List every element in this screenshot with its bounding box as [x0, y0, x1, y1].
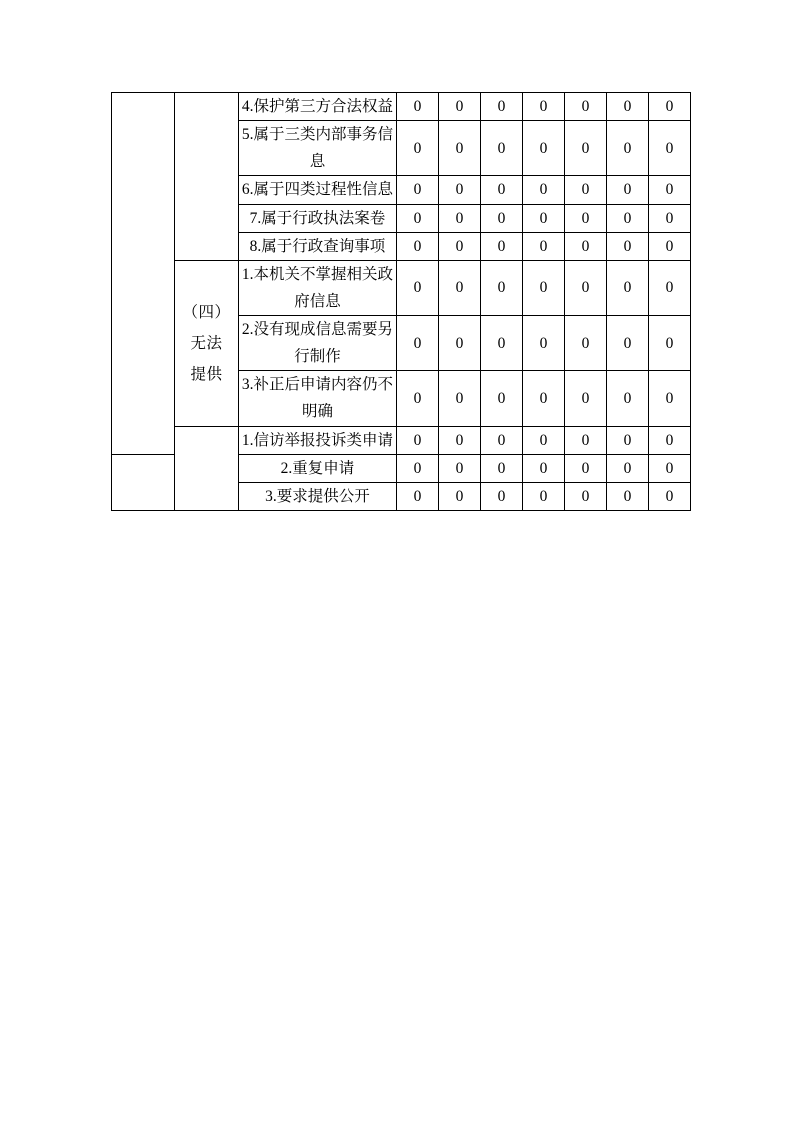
row-value: 0 — [439, 482, 481, 510]
row-label: 3.要求提供公开 — [239, 482, 397, 510]
row-value: 0 — [481, 204, 523, 232]
row-value: 0 — [523, 482, 565, 510]
row-value: 0 — [649, 121, 691, 176]
row-value: 0 — [523, 93, 565, 121]
row-value: 0 — [523, 232, 565, 260]
row-value: 0 — [397, 454, 439, 482]
row-value: 0 — [481, 371, 523, 426]
row-value: 0 — [523, 371, 565, 426]
row-value: 0 — [565, 260, 607, 315]
row-value: 0 — [565, 121, 607, 176]
row-value: 0 — [523, 176, 565, 204]
table-row — [112, 93, 691, 121]
row-value: 0 — [523, 260, 565, 315]
row-value: 0 — [439, 176, 481, 204]
row-value: 0 — [649, 316, 691, 371]
row-value: 0 — [397, 121, 439, 176]
row-value: 0 — [607, 93, 649, 121]
row-value: 0 — [397, 316, 439, 371]
row-value: 0 — [607, 482, 649, 510]
row-value: 0 — [565, 482, 607, 510]
category-group-line: （四） — [182, 303, 231, 321]
row-value: 0 — [439, 454, 481, 482]
row-value: 0 — [397, 204, 439, 232]
category-group-text — [175, 297, 238, 390]
row-value: 0 — [565, 176, 607, 204]
row-value: 0 — [607, 232, 649, 260]
row-value: 0 — [481, 93, 523, 121]
row-value: 0 — [649, 371, 691, 426]
row-value: 0 — [649, 482, 691, 510]
row-value: 0 — [523, 426, 565, 454]
row-value: 0 — [481, 232, 523, 260]
row-value: 0 — [607, 371, 649, 426]
row-value: 0 — [397, 482, 439, 510]
row-value: 0 — [439, 426, 481, 454]
row-value: 0 — [481, 121, 523, 176]
row-label: 2.没有现成信息需要另行制作 — [239, 316, 397, 371]
row-value: 0 — [607, 426, 649, 454]
row-value: 0 — [439, 260, 481, 315]
row-value: 0 — [397, 426, 439, 454]
row-value: 0 — [439, 371, 481, 426]
category-column-inner-blank — [175, 93, 239, 261]
row-value: 0 — [565, 316, 607, 371]
row-value: 0 — [481, 454, 523, 482]
row-label: 6.属于四类过程性信息 — [239, 176, 397, 204]
row-value: 0 — [565, 454, 607, 482]
information-disclosure-table — [111, 92, 691, 511]
row-label: 1.信访举报投诉类申请 — [239, 426, 397, 454]
row-value: 0 — [481, 260, 523, 315]
row-value: 0 — [649, 454, 691, 482]
row-value: 0 — [607, 260, 649, 315]
row-value: 0 — [439, 232, 481, 260]
row-value: 0 — [607, 176, 649, 204]
row-label: 5.属于三类内部事务信息 — [239, 121, 397, 176]
row-value: 0 — [649, 176, 691, 204]
row-value: 0 — [481, 426, 523, 454]
row-value: 0 — [649, 260, 691, 315]
row-label: 1.本机关不掌握相关政府信息 — [239, 260, 397, 315]
row-value: 0 — [523, 454, 565, 482]
row-value: 0 — [607, 121, 649, 176]
row-label: 8.属于行政查询事项 — [239, 232, 397, 260]
row-value: 0 — [607, 454, 649, 482]
row-value: 0 — [397, 176, 439, 204]
category-group-line: 无法 — [190, 334, 223, 352]
row-label: 4.保护第三方合法权益 — [239, 93, 397, 121]
row-value: 0 — [523, 204, 565, 232]
category-column-outer — [112, 93, 175, 455]
row-label: 3.补正后申请内容仍不明确 — [239, 371, 397, 426]
table-row — [112, 426, 691, 454]
row-value: 0 — [439, 204, 481, 232]
row-value: 0 — [523, 316, 565, 371]
row-value: 0 — [397, 260, 439, 315]
row-value: 0 — [439, 121, 481, 176]
row-label: 2.重复申请 — [239, 454, 397, 482]
row-value: 0 — [481, 316, 523, 371]
category-group-label — [175, 260, 239, 426]
row-value: 0 — [397, 93, 439, 121]
row-value: 0 — [397, 232, 439, 260]
row-value: 0 — [565, 426, 607, 454]
row-value: 0 — [481, 176, 523, 204]
category-group-line: 提供 — [190, 365, 223, 383]
row-value: 0 — [565, 371, 607, 426]
row-value: 0 — [439, 316, 481, 371]
row-value: 0 — [607, 204, 649, 232]
category-column-inner-blank-2 — [175, 426, 239, 510]
row-value: 0 — [439, 93, 481, 121]
row-value: 0 — [649, 93, 691, 121]
row-value: 0 — [565, 204, 607, 232]
row-value: 0 — [397, 371, 439, 426]
row-value: 0 — [649, 204, 691, 232]
row-value: 0 — [607, 316, 649, 371]
row-value: 0 — [523, 121, 565, 176]
table-row — [112, 260, 691, 315]
row-value: 0 — [649, 232, 691, 260]
row-label: 7.属于行政执法案卷 — [239, 204, 397, 232]
row-value: 0 — [565, 93, 607, 121]
row-value: 0 — [481, 482, 523, 510]
category-column-outer-tail — [112, 454, 175, 510]
row-value: 0 — [649, 426, 691, 454]
row-value: 0 — [565, 232, 607, 260]
